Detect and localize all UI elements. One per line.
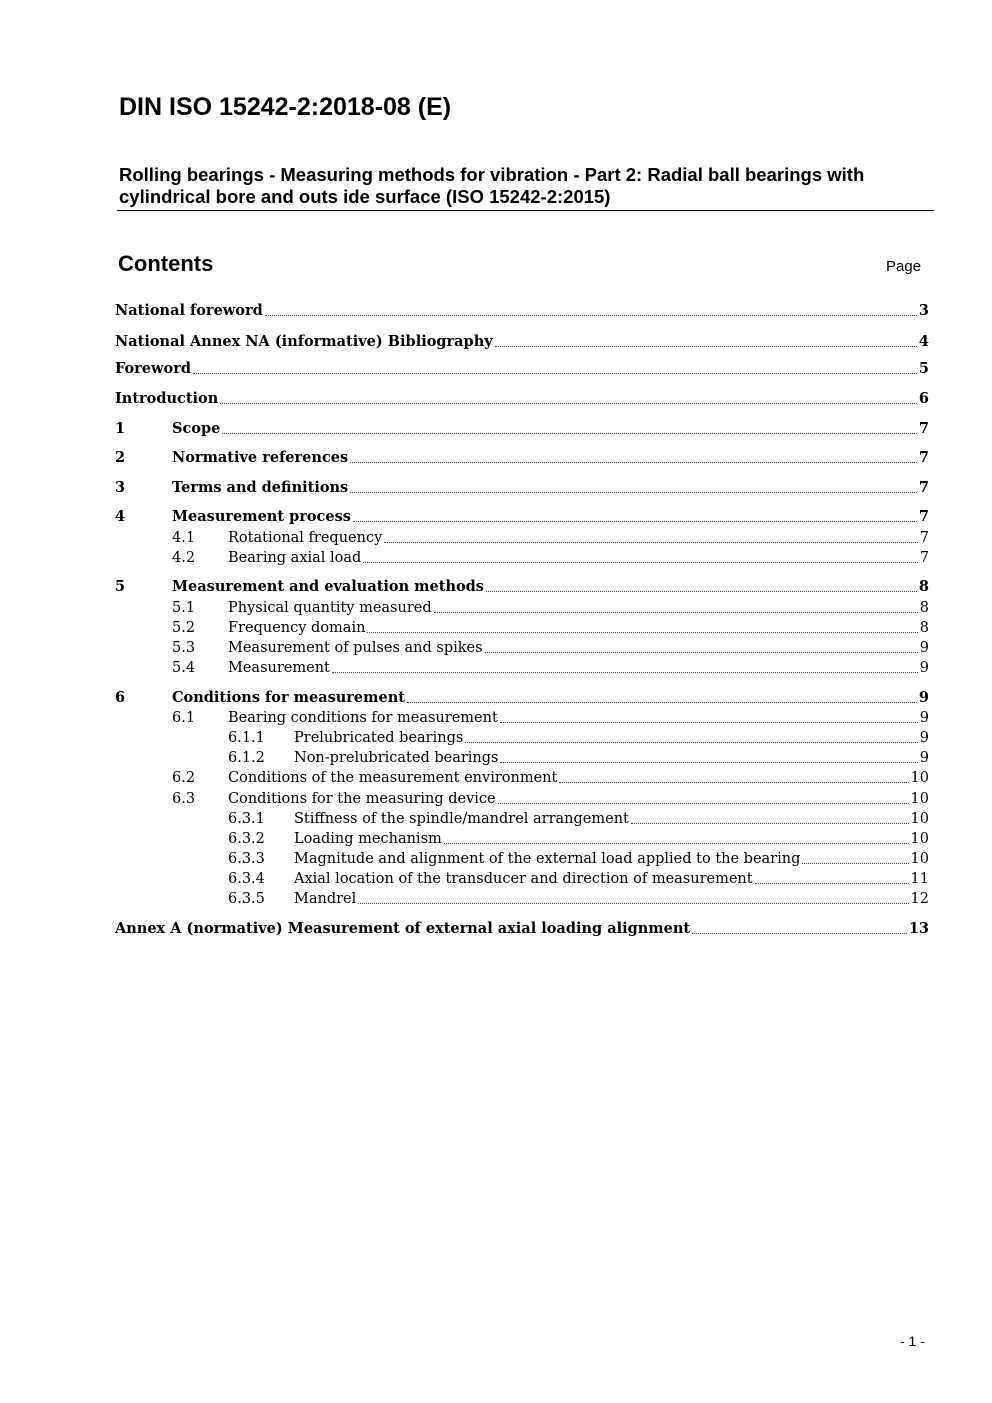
- toc-dot-leader: [358, 903, 908, 904]
- toc-entry-title: Bearing axial load: [228, 550, 362, 566]
- toc-entry-number: 6.3.3: [228, 851, 265, 867]
- toc-entry[interactable]: [115, 768, 929, 788]
- toc-entry[interactable]: [115, 869, 929, 889]
- toc-dot-leader: [407, 702, 917, 703]
- toc-entry-number: 6.1.2: [228, 750, 265, 766]
- toc-entry-number: 4.2: [172, 550, 196, 566]
- toc-entry-number: 5.4: [172, 660, 196, 676]
- toc-entry-page: 7: [918, 479, 929, 496]
- toc-entry-number: 4.1: [172, 530, 196, 546]
- toc-entry-page: 10: [910, 770, 929, 786]
- toc-dot-leader: [498, 803, 909, 804]
- toc-dot-leader: [500, 762, 917, 763]
- toc-entry-number: 5.1: [172, 600, 196, 616]
- document-subtitle: Rolling bearings - Measuring methods for vibration - Part 2: Radial ball bearings with cylindrical bore and outs ide surface (ISO 15242-2:2015): [119, 164, 865, 207]
- toc-entry-page: 13: [908, 920, 929, 937]
- toc-entry[interactable]: [115, 618, 929, 638]
- toc-entry[interactable]: [115, 688, 929, 708]
- toc-entry-number: 6.2: [172, 770, 196, 786]
- toc-entry[interactable]: [115, 332, 929, 352]
- toc-entry-title: Stiffness of the spindle/mandrel arrangement: [294, 811, 629, 827]
- toc-entry-title: Conditions for measurement: [172, 689, 405, 706]
- document-id: DIN ISO 15242-2:2018-08 (E): [119, 93, 452, 121]
- toc-dot-leader: [500, 722, 918, 723]
- toc-entry-page: 7: [919, 550, 929, 566]
- toc-entry[interactable]: [115, 708, 929, 728]
- toc-entry[interactable]: [115, 849, 929, 869]
- toc-entry-page: 7: [918, 449, 929, 466]
- toc-entry-page: 9: [919, 660, 929, 676]
- toc-dot-leader: [222, 433, 917, 434]
- toc-entry[interactable]: [115, 889, 929, 909]
- toc-dot-leader: [755, 883, 909, 884]
- toc-entry-page: 7: [918, 420, 929, 437]
- toc-entry-page: 9: [919, 640, 929, 656]
- toc-entry-title: Physical quantity measured: [228, 600, 432, 616]
- toc-dot-leader: [353, 521, 917, 522]
- toc-entry-title: Loading mechanism: [294, 831, 442, 847]
- toc-entry-page: 7: [919, 530, 929, 546]
- toc-entry[interactable]: [115, 598, 929, 618]
- toc-entry-title: Introduction: [115, 390, 219, 407]
- toc-dot-leader: [384, 542, 917, 543]
- toc-entry-number: 6.3.1: [228, 811, 265, 827]
- toc-dot-leader: [465, 742, 917, 743]
- toc-entry[interactable]: [115, 809, 929, 829]
- toc-entry-title: National foreword: [115, 302, 263, 319]
- toc-entry-title: Frequency domain: [228, 620, 366, 636]
- toc-entry-title: Measurement process: [172, 508, 351, 525]
- toc-entry-page: 8: [919, 600, 929, 616]
- toc-dot-leader: [631, 823, 909, 824]
- toc-entry-title: Measurement: [228, 660, 330, 676]
- toc-entry-number: 5: [115, 578, 126, 595]
- toc-entry-page: 10: [910, 851, 929, 867]
- toc-entry-title: Rotational frequency: [228, 530, 383, 546]
- toc-entry-title: Normative references: [172, 449, 349, 466]
- toc-entry-number: 2: [115, 449, 126, 466]
- toc-entry-number: 6.1.1: [228, 730, 265, 746]
- toc-dot-leader: [350, 492, 917, 493]
- toc-dot-leader: [559, 782, 908, 783]
- toc-entry-page: 5: [918, 360, 929, 377]
- toc-entry[interactable]: [115, 448, 929, 468]
- page-column-label: Page: [886, 258, 922, 275]
- toc-entry[interactable]: [115, 789, 929, 809]
- toc-entry-number: 5.2: [172, 620, 196, 636]
- toc-entry-title: Foreword: [115, 360, 191, 377]
- toc-entry-page: 6: [918, 390, 929, 407]
- toc-dot-leader: [367, 632, 917, 633]
- toc-dot-leader: [265, 315, 917, 316]
- toc-dot-leader: [495, 346, 917, 347]
- toc-dot-leader: [444, 843, 909, 844]
- toc-entry-number: 4: [115, 508, 126, 525]
- toc-entry-title: National Annex NA (informative) Bibliography: [115, 333, 493, 350]
- toc-entry-title: Terms and definitions: [172, 479, 349, 496]
- toc-entry-page: 8: [918, 578, 929, 595]
- toc-entry[interactable]: [115, 829, 929, 849]
- toc-entry[interactable]: [115, 528, 929, 548]
- toc-dot-leader: [692, 933, 907, 934]
- toc-entry-title: Axial location of the transducer and direction of measurement: [294, 871, 753, 887]
- toc-entry-title: Mandrel: [294, 891, 357, 907]
- toc-entry-page: 4: [918, 333, 929, 350]
- toc-dot-leader: [486, 591, 917, 592]
- toc-entry-title: Non-prelubricated bearings: [294, 750, 499, 766]
- toc-entry-number: 6.3: [172, 791, 196, 807]
- toc-entry-page: 10: [910, 811, 929, 827]
- toc-entry[interactable]: [115, 301, 929, 321]
- toc-entry-title: Conditions for the measuring device: [228, 791, 496, 807]
- toc-entry[interactable]: [115, 577, 929, 597]
- toc-entry[interactable]: [115, 478, 929, 498]
- toc-entry[interactable]: [115, 728, 929, 748]
- toc-entry-title: Annex A (normative) Measurement of external axial loading alignment: [115, 920, 691, 937]
- toc-entry-title: Measurement of pulses and spikes: [228, 640, 483, 656]
- toc-entry[interactable]: [115, 389, 929, 409]
- toc-entry-title: Bearing conditions for measurement: [228, 710, 498, 726]
- toc-entry-number: 6.3.4: [228, 871, 265, 887]
- toc-entry[interactable]: [115, 919, 929, 939]
- toc-dot-leader: [332, 672, 918, 673]
- toc-dot-leader: [434, 612, 918, 613]
- toc-entry-number: 6: [115, 689, 126, 706]
- toc-entry[interactable]: [115, 359, 929, 379]
- toc-entry-number: 6.1: [172, 710, 196, 726]
- toc-entry-page: 9: [918, 689, 929, 706]
- toc-entry-number: 3: [115, 479, 126, 496]
- toc-dot-leader: [485, 652, 918, 653]
- toc-entry-page: 7: [918, 508, 929, 525]
- title-rule: [117, 210, 934, 211]
- toc-dot-leader: [363, 562, 917, 563]
- toc-entry-page: 11: [910, 871, 929, 887]
- toc-dot-leader: [193, 373, 917, 374]
- toc-entry-title: Prelubricated bearings: [294, 730, 464, 746]
- toc-entry-number: 1: [115, 420, 126, 437]
- toc-entry-page: 9: [919, 710, 929, 726]
- toc-entry-title: Measurement and evaluation methods: [172, 578, 484, 595]
- toc-dot-leader: [802, 863, 908, 864]
- toc-entry-page: 10: [910, 791, 929, 807]
- toc-entry-page: 8: [919, 620, 929, 636]
- toc-entry[interactable]: [115, 507, 929, 527]
- toc-entry-number: 5.3: [172, 640, 196, 656]
- toc-entry[interactable]: [115, 548, 929, 568]
- toc-entry-title: Magnitude and alignment of the external load applied to the bearing: [294, 851, 801, 867]
- toc-dot-leader: [350, 462, 917, 463]
- toc-entry-page: 10: [910, 831, 929, 847]
- toc-entry-page: 3: [918, 302, 929, 319]
- toc-entry-page: 9: [919, 730, 929, 746]
- toc-entry[interactable]: [115, 658, 929, 678]
- toc-entry-page: 12: [910, 891, 929, 907]
- toc-entry-number: 6.3.2: [228, 831, 265, 847]
- toc-entry[interactable]: [115, 638, 929, 658]
- footer-page-number: - 1 -: [900, 1333, 925, 1349]
- contents-heading: Contents: [118, 251, 214, 276]
- toc-entry[interactable]: [115, 748, 929, 768]
- toc-entry-page: 9: [919, 750, 929, 766]
- toc-entry[interactable]: [115, 419, 929, 439]
- toc-entry-number: 6.3.5: [228, 891, 265, 907]
- toc-entry-title: Conditions of the measurement environment: [228, 770, 558, 786]
- toc-dot-leader: [220, 403, 917, 404]
- toc-entry-title: Scope: [172, 420, 221, 437]
